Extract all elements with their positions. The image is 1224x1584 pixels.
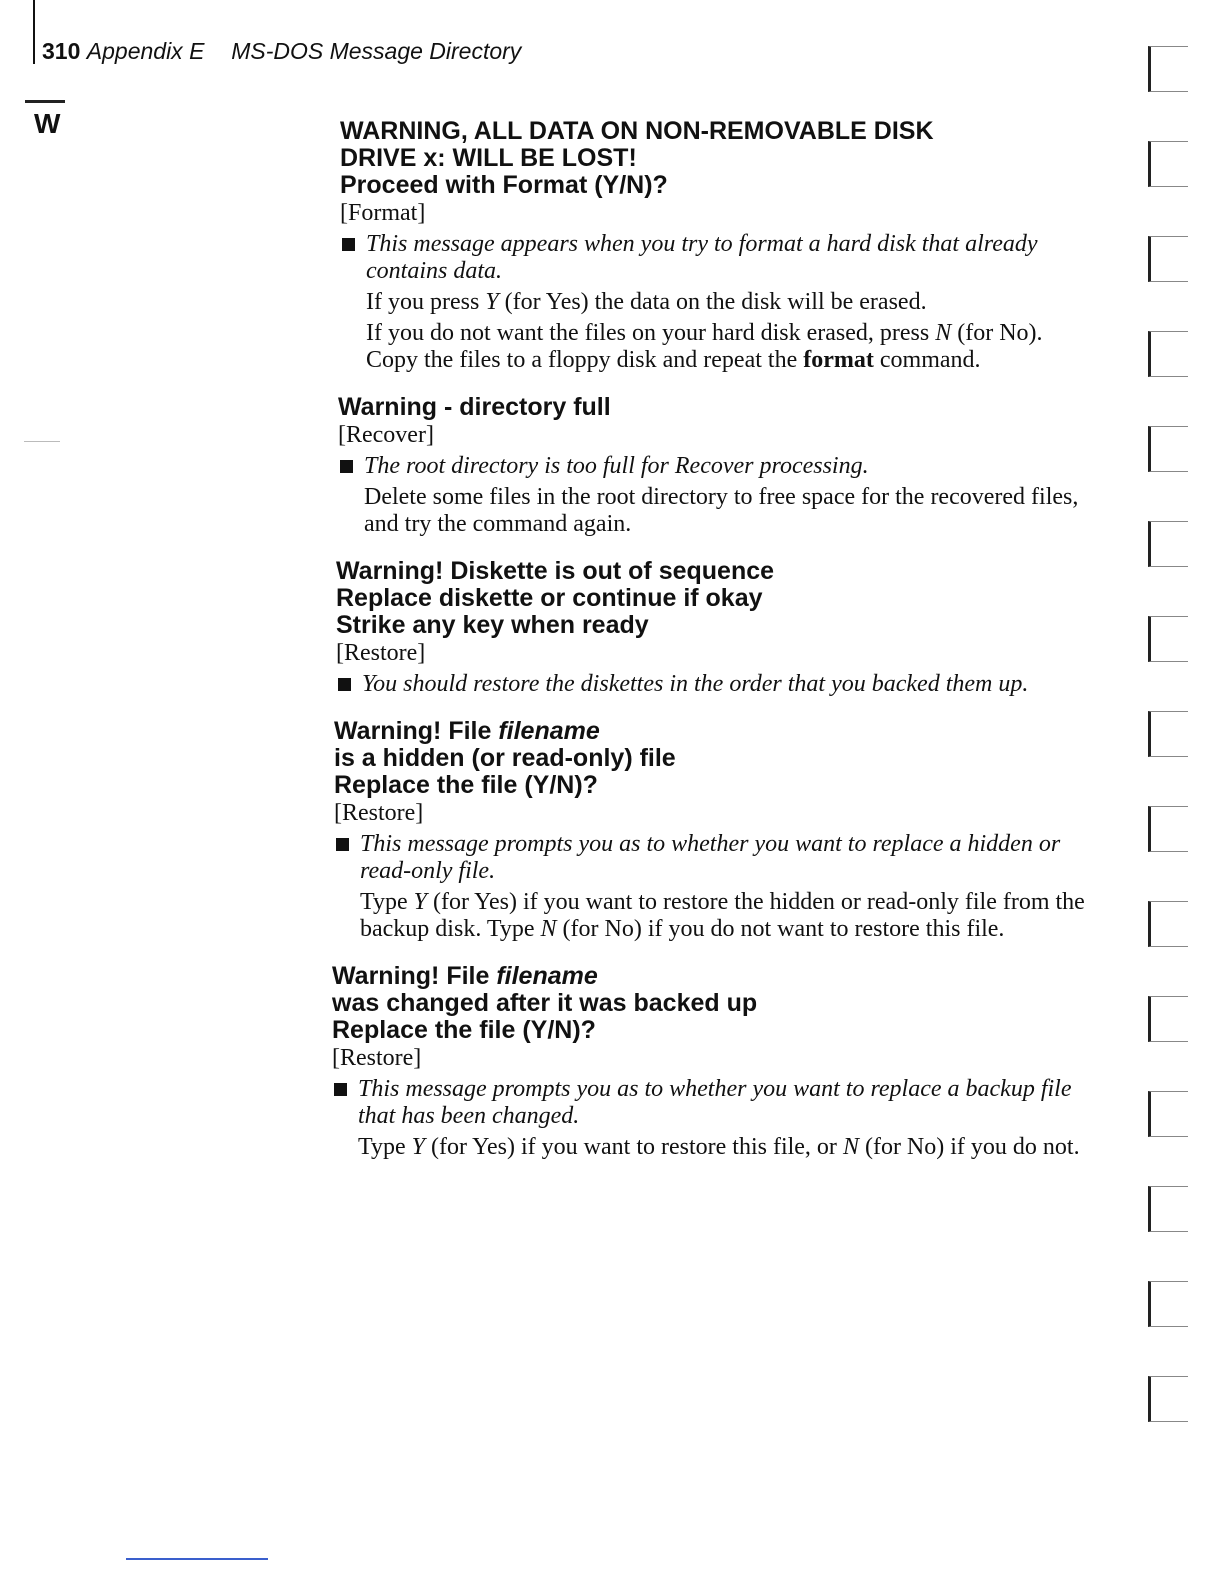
thumb-index-tabs bbox=[1148, 46, 1188, 1471]
thumb-tab bbox=[1148, 1376, 1188, 1422]
message-description: This message prompts you as to whether you want to replace a hidden or read-only file. Type Y (for Yes) if you want to restore the hidden or read-only file from the backup disk. Type N (for No) if you do not want to restore this file. bbox=[334, 831, 1090, 943]
thumb-tab bbox=[1148, 141, 1188, 187]
message-text: Warning! Diskette is out of sequence Replace diskette or continue if okay Strike any key when ready bbox=[336, 557, 775, 639]
bullet-icon bbox=[338, 678, 351, 691]
message-description: The root directory is too full for Recover processing. Delete some files in the root directory to free space for the recovered files, and try the command again. bbox=[338, 453, 1090, 538]
thumb-tab bbox=[1148, 711, 1188, 757]
command-name: [Restore] bbox=[332, 1045, 422, 1071]
running-header bbox=[42, 38, 521, 65]
command-name: [Recover] bbox=[338, 422, 434, 448]
message-entry bbox=[330, 394, 1090, 538]
message-entry bbox=[330, 963, 1090, 1161]
message-entry bbox=[330, 118, 1090, 374]
margin-dash bbox=[24, 441, 60, 442]
command-name: [Restore] bbox=[334, 800, 424, 826]
section-letter: W bbox=[34, 108, 61, 139]
thumb-tab bbox=[1148, 426, 1188, 472]
thumb-tab bbox=[1148, 331, 1188, 377]
message-text: WARNING, ALL DATA ON NON-REMOVABLE DISK DRIVE x: WILL BE LOST! Proceed with Format (Y/N)? bbox=[340, 117, 934, 199]
thumb-tab bbox=[1148, 46, 1188, 92]
chapter-title: MS-DOS Message Directory bbox=[231, 38, 522, 64]
message-description: This message prompts you as to whether you want to replace a backup file that has been changed. Type Y (for Yes) if you want to restore this file, or N (for No) if you do not. bbox=[332, 1076, 1090, 1161]
message-entry bbox=[330, 558, 1090, 698]
message-text: Warning! File filename was changed after it was backed up Replace the file (Y/N)? bbox=[332, 962, 758, 1044]
bullet-icon bbox=[342, 238, 355, 251]
header-rule bbox=[33, 0, 35, 64]
thumb-tab bbox=[1148, 521, 1188, 567]
thumb-tab bbox=[1148, 1186, 1188, 1232]
section-tab-mark bbox=[25, 100, 65, 103]
bullet-icon bbox=[340, 460, 353, 473]
thumb-tab bbox=[1148, 616, 1188, 662]
message-description: This message appears when you try to format a hard disk that already contains data. If you press Y (for Yes) the data on the disk will be erased. If you do not want the files on your hard disk erased, press N (for No). Copy the files to a floppy disk and repeat the format command. bbox=[340, 231, 1090, 374]
bullet-icon bbox=[336, 838, 349, 851]
message-text: Warning - directory full bbox=[338, 393, 611, 421]
appendix-label: Appendix E bbox=[86, 38, 205, 64]
bottom-rule bbox=[126, 1558, 268, 1560]
thumb-tab bbox=[1148, 1091, 1188, 1137]
bullet-icon bbox=[334, 1083, 347, 1096]
thumb-tab bbox=[1148, 996, 1188, 1042]
thumb-tab bbox=[1148, 1281, 1188, 1327]
command-name: [Restore] bbox=[336, 640, 426, 666]
message-entry bbox=[330, 718, 1090, 943]
thumb-tab bbox=[1148, 236, 1188, 282]
message-list bbox=[330, 118, 1090, 1181]
thumb-tab bbox=[1148, 806, 1188, 852]
command-name: [Format] bbox=[340, 200, 426, 226]
page-number: 310 bbox=[42, 38, 81, 64]
message-text: Warning! File filename is a hidden (or read-only) file Replace the file (Y/N)? bbox=[334, 717, 676, 799]
thumb-tab bbox=[1148, 901, 1188, 947]
message-description: You should restore the diskettes in the order that you backed them up. bbox=[336, 671, 1090, 698]
